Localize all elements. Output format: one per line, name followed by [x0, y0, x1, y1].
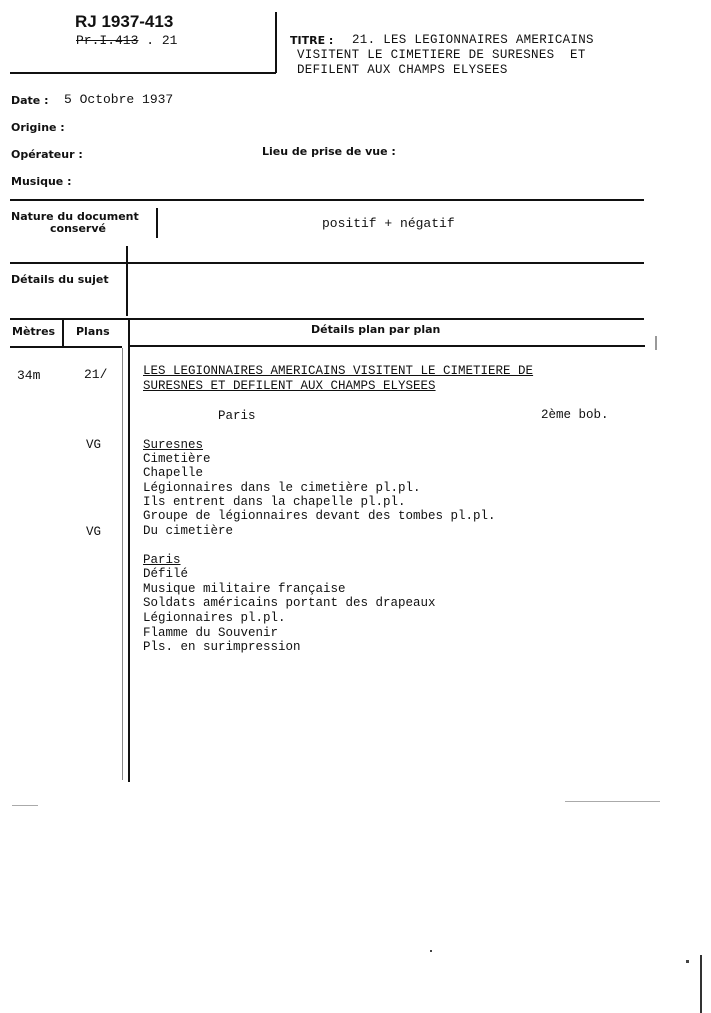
group-3-line-6: Pls. en surimpression — [143, 640, 301, 654]
scan-speck — [686, 960, 689, 963]
col-metres-header: Mètres — [12, 325, 56, 338]
scan-speck — [565, 801, 660, 802]
rule-after-nature — [10, 262, 644, 264]
group-1-line-5: Groupe de légionnaires devant des tombes pl.pl. — [143, 509, 496, 523]
nature-label-1: Nature du document — [11, 210, 139, 223]
title-line-3: DEFILENT AUX CHAMPS ELYSEES — [297, 63, 508, 77]
lieu-label: Lieu de prise de vue : — [262, 145, 396, 158]
plan-number: 21/ — [84, 367, 108, 382]
details-sujet-divider — [126, 246, 128, 316]
col-details-header: Détails plan par plan — [311, 323, 441, 336]
title-line-2: VISITENT LE CIMETIERE DE SURESNES ET — [297, 48, 586, 62]
reel: 2ème bob. — [541, 408, 609, 422]
group-1-line-1: Cimetière — [143, 452, 211, 466]
group-1-plan: VG — [86, 438, 102, 452]
details-sujet-label: Détails du sujet — [11, 273, 109, 286]
col-divider-1 — [62, 320, 64, 346]
ref-line — [76, 33, 177, 48]
group-3-line-1: Défilé — [143, 567, 189, 581]
col-divider-3 — [122, 348, 123, 780]
musique-label: Musique : — [11, 175, 72, 188]
col-plans-header: Plans — [76, 325, 110, 338]
group-3-line-5: Flamme du Souvenir — [143, 626, 279, 640]
nature-label-2: conservé — [50, 222, 106, 235]
place: Paris — [218, 409, 256, 423]
rule-after-details — [10, 318, 644, 320]
group-2-line: Du cimetière — [143, 524, 234, 538]
heading-line-2: SURESNES ET DEFILENT AUX CHAMPS ELYSEES — [143, 379, 436, 393]
group-3-line-3: Soldats américains portant des drapeaux — [143, 596, 436, 610]
header-box-bottom — [10, 72, 276, 74]
header-box-right — [275, 12, 277, 73]
scan-speck — [430, 950, 432, 952]
date-value: 5 Octobre 1937 — [64, 92, 174, 107]
origine-label: Origine : — [11, 121, 65, 134]
scan-speck — [700, 955, 702, 1013]
metres-value: 34m — [17, 368, 41, 383]
header-underline-right — [130, 345, 645, 347]
group-3-heading: Paris — [143, 553, 181, 567]
nature-value: positif + négatif — [322, 216, 455, 231]
header-underline-left — [10, 346, 122, 348]
date-label: Date : — [11, 94, 49, 107]
title-line-1: 21. LES LEGIONNAIRES AMERICAINS — [352, 33, 594, 47]
heading-line-1: LES LEGIONNAIRES AMERICAINS VISITENT LE CIMETIERE DE — [143, 364, 534, 378]
operateur-label: Opérateur : — [11, 148, 83, 161]
scan-speck — [12, 805, 38, 806]
ref-struck: Pr.I.413 — [76, 33, 139, 48]
group-2-plan: VG — [86, 525, 102, 539]
scan-speck — [655, 336, 657, 350]
group-3-line-4: Légionnaires pl.pl. — [143, 611, 286, 625]
group-1-line-4: Ils entrent dans la chapelle pl.pl. — [143, 495, 406, 509]
nature-divider — [156, 208, 158, 238]
col-divider-2 — [128, 320, 130, 782]
group-3-line-2: Musique militaire française — [143, 582, 346, 596]
rule-after-musique — [10, 199, 644, 201]
title-label: TITRE : — [290, 34, 334, 47]
group-1-line-2: Chapelle — [143, 466, 204, 480]
ref-suffix: . 21 — [146, 33, 178, 48]
ref-handwritten: RJ 1937-413 — [75, 12, 174, 31]
group-1-heading: Suresnes — [143, 438, 204, 452]
group-1-line-3: Légionnaires dans le cimetière pl.pl. — [143, 481, 421, 495]
